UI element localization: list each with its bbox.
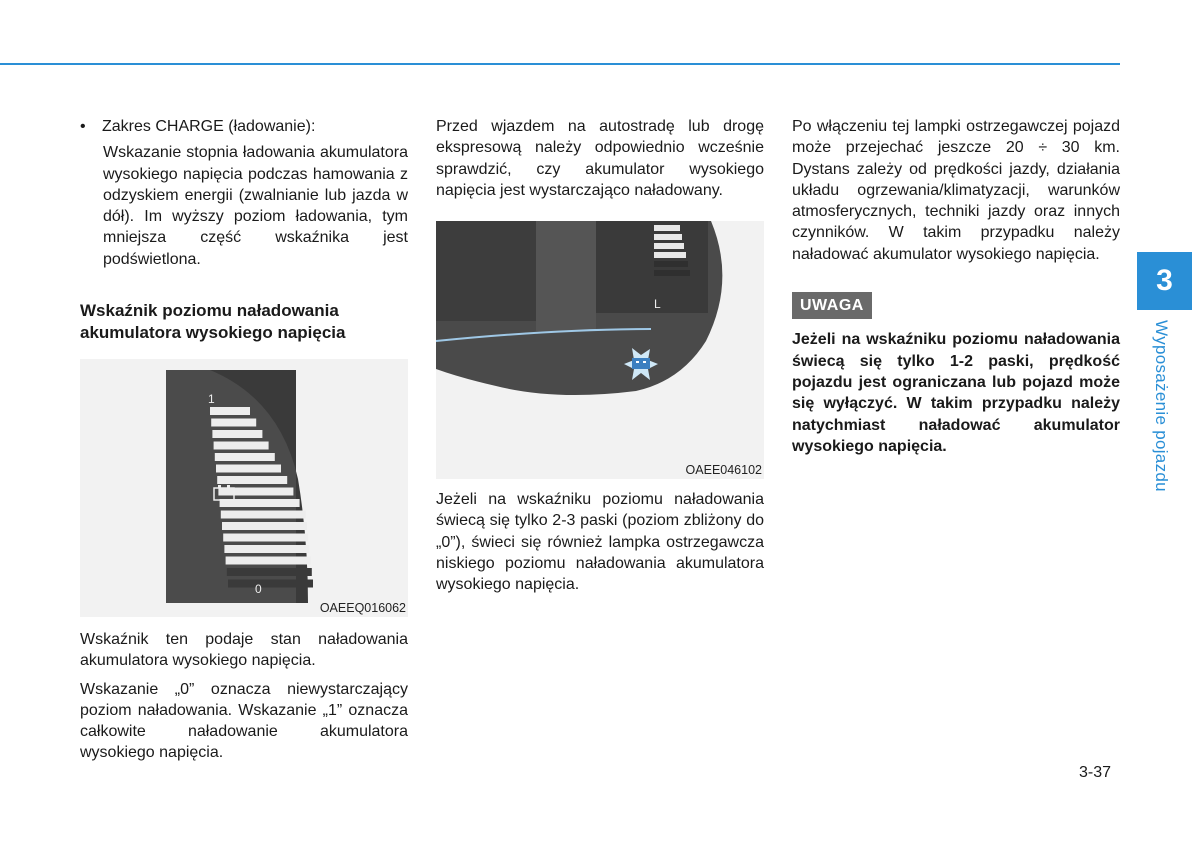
- gauge-bar: [654, 270, 690, 276]
- gauge-bar: [226, 557, 311, 565]
- bullet-title: Zakres CHARGE (ładowanie):: [102, 118, 316, 135]
- bullet-body: Wskazanie stopnia ładowania akumulatora wysokiego napięcia podczas hamowania z odzyskiem energii (zwalnianie lub jazda w dół). Im wyższy poziom ładowania, tym mniejsza część wskaźnika jest podświetlona.: [103, 144, 408, 268]
- figure-warning-light: [436, 221, 764, 479]
- bullet-item: [80, 116, 408, 137]
- gauge-bar: [228, 580, 313, 588]
- figure-charge-gauge: [80, 359, 408, 617]
- gauge-bar: [215, 453, 275, 461]
- gauge-bar: [211, 419, 256, 427]
- paragraph: Jeżeli na wskaźniku poziomu naładowania świecą się tylko 2-3 paski (poziom zbliżony do „0”), świeci się również lampka ostrzegawcza niskiego poziomu naładowania akumulatora wysokiego napięcia.: [436, 491, 764, 594]
- gauge-bar: [221, 511, 306, 519]
- chapter-title: Wyposażenie pojazdu: [1152, 320, 1171, 492]
- gauge-bar: [216, 465, 281, 473]
- gauge-bar: [654, 225, 680, 231]
- gauge-bar: [654, 234, 682, 240]
- paragraph: Wskazanie „0” oznacza niewystarczający poziom naładowania. Wskazanie „1” oznacza całkowite naładowanie akumulatora wysokiego napięcia.: [80, 680, 408, 762]
- column-1-lower: [80, 629, 408, 764]
- gauge-label-l: L: [654, 297, 661, 311]
- notice-text: Jeżeli na wskaźniku poziomu naładowania świecą się tylko 1-2 paski, prędkość pojazdu jest ograniczana lub pojazd może się wyłączyć. W takim przypadku należy natychmiast naładować akumulator wysokiego napięcia.: [792, 331, 1120, 455]
- section-heading: Wskaźnik poziomu naładowania akumulatora wysokiego napięcia: [80, 301, 346, 343]
- figure-code: OAEE046102: [685, 463, 762, 477]
- gauge-label-1: 1: [208, 392, 215, 406]
- notice-box: [792, 292, 1120, 457]
- paragraph: Wskaźnik ten podaje stan naładowania akumulatora wysokiego napięcia.: [80, 631, 408, 670]
- gauge-bar: [654, 243, 684, 249]
- gauge-bar: [223, 534, 308, 542]
- warning-light-illustration: [436, 221, 764, 479]
- gauge-bar: [210, 407, 250, 415]
- page-number: 3-37: [1079, 764, 1112, 781]
- column-1: [80, 116, 408, 344]
- gauge-bar: [217, 476, 287, 484]
- column-2-lower: [436, 489, 764, 595]
- gauge-bar: [227, 568, 312, 576]
- gauge-bar: [654, 252, 686, 258]
- column-2: [436, 116, 764, 201]
- top-rule: [0, 63, 1120, 65]
- gauge-bar: [212, 430, 262, 438]
- gauge-bar: [222, 522, 307, 530]
- paragraph: Po włączeniu tej lampki ostrzegawczej pojazd może przejechać jeszcze 20 ÷ 30 km. Dystans zależy od prędkości jazdy, działania układu ogrzewania/klimatyzacji, warunków atmosferycznych, techniki jazdy oraz innych czynników. W takim przypadku należy naładować akumulator wysokiego napięcia.: [792, 118, 1120, 263]
- column-3: [792, 116, 1120, 457]
- notice-label: UWAGA: [792, 292, 872, 319]
- gauge-bar: [214, 442, 269, 450]
- charge-gauge-illustration: [80, 359, 408, 617]
- gauge-label-0: 0: [255, 582, 262, 596]
- chapter-tab: 3: [1137, 252, 1192, 310]
- gauge-bar: [224, 545, 309, 553]
- figure-code: OAEEQ016062: [319, 601, 406, 615]
- bullet-dot-icon: •: [80, 118, 86, 135]
- gauge-bar: [654, 261, 688, 267]
- paragraph: Przed wjazdem na autostradę lub drogę ekspresową należy odpowiednio wcześnie sprawdzić, czy akumulator wysokiego napięcia jest wystarczająco naładowany.: [436, 118, 764, 199]
